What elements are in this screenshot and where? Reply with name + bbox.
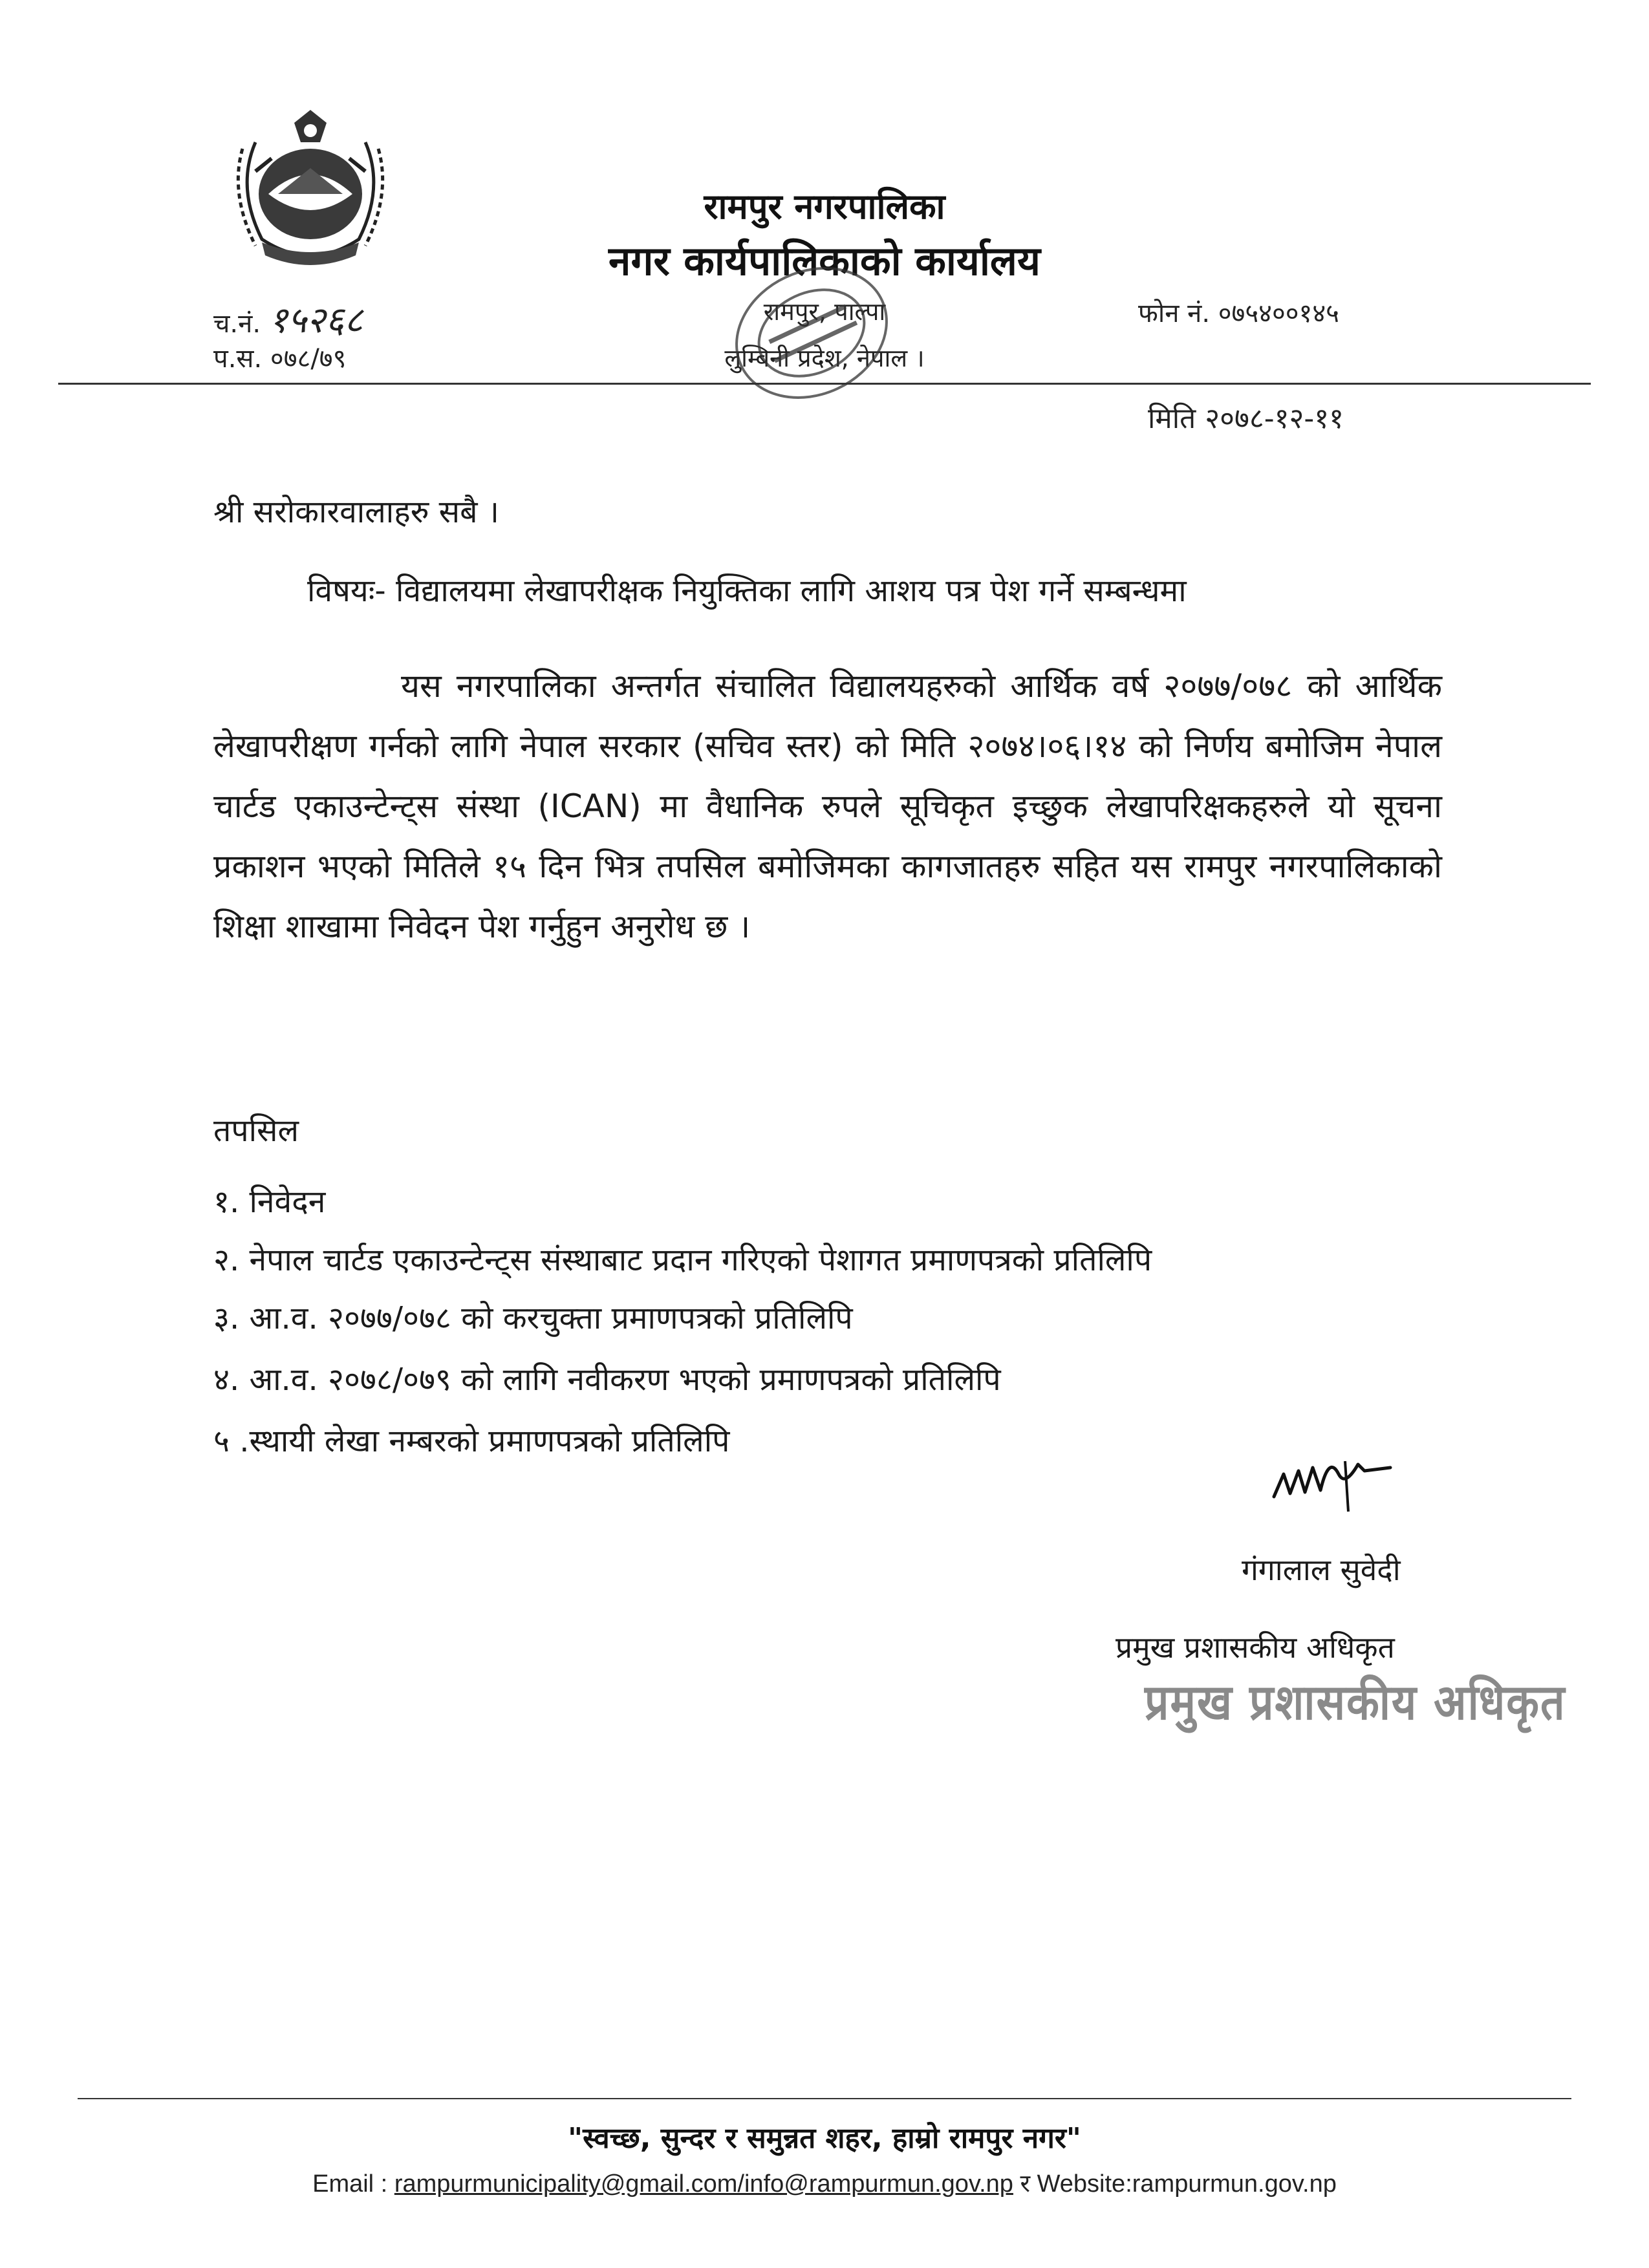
office-seal-icon: [705, 252, 918, 414]
email-link[interactable]: rampurmunicipality@gmail.com/info@rampurmun.gov.np: [394, 2170, 1013, 2198]
handwritten-signature-icon: [1267, 1435, 1397, 1513]
signatory-name: गंगालाल सुवेदी: [1242, 1552, 1401, 1587]
email-label: Email :: [312, 2170, 394, 2198]
attachments-heading: तपसिल: [213, 1113, 299, 1149]
signatory-title: प्रमुख प्रशासकीय अधिकृत: [1116, 1630, 1395, 1665]
list-item: ५ .स्थायी लेखा नम्बरको प्रमाणपत्रको प्रतिलिपि: [213, 1423, 730, 1459]
letter-body: यस नगरपालिका अन्तर्गत संचालित विद्यालयहरुको आर्थिक वर्ष २०७७/०७८ को आर्थिक लेखापरीक्षण गर्नको लागि नेपाल सरकार (सचिव स्तर) को मिति २०७४।०६।१४ को निर्णय बमोजिम नेपाल चार्टड एकाउन्टेन्ट्स संस्था (ICAN) मा वैधानिक रुपले सूचिकृत इच्छुक लेखापरिक्षकहरुले यो सूचना प्रकाशन भएको मितिले १५ दिन भित्र तपसिल बमोजिमका कागजातहरु सहित यस रामपुर नगरपालिकाको शिक्षा शाखामा निवेदन पेश गर्नुहुन अनुरोध छ ।: [213, 667, 1442, 945]
addressee: श्री सरोकारवालाहरु सबै ।: [213, 494, 499, 530]
municipality-name: रामपुर नगरपालिका: [704, 186, 945, 227]
subject-line: विषयः- विद्यालयमा लेखापरीक्षक नियुक्तिका लागि आशय पत्र पेश गर्ने सम्बन्धमा: [307, 573, 1187, 609]
list-item: २. नेपाल चार्टड एकाउन्टेन्ट्स संस्थाबाट प्रदान गरिएको पेशागत प्रमाणपत्रको प्रतिलिपि: [213, 1242, 1152, 1278]
list-item: १. निवेदन: [213, 1184, 326, 1220]
ref-number-line: [213, 294, 363, 343]
list-item: ४. आ.व. २०७८/०७९ को लागि नवीकरण भएको प्रमाणपत्रको प्रतिलिपि: [213, 1362, 1001, 1398]
phone-line: [1138, 294, 1339, 330]
fiscal-year: ०७८/७९: [270, 344, 347, 374]
website-link[interactable]: rampurmun.gov.np: [1132, 2170, 1337, 2198]
office-name: नगर कार्यपालिकाको कार्यालय: [609, 237, 1040, 284]
phone-label: फोन नं.: [1138, 299, 1211, 328]
phone-number: ०७५४००१४५: [1218, 299, 1339, 328]
address-line-1: रामपुर, पाल्पा: [763, 297, 886, 326]
footer-motto: "स्वच्छ, सुन्दर र समुन्नत शहर, हाम्रो रामपुर नगर": [568, 2122, 1081, 2155]
website-label: Website:: [1037, 2170, 1132, 2198]
fiscal-label: प.स.: [213, 344, 263, 374]
address-line-2: लुम्बिनी प्रदेश, नेपाल ।: [724, 344, 925, 372]
date-value: २०७८-१२-११: [1205, 402, 1344, 435]
fiscal-year-line: [213, 339, 346, 375]
ref-label: च.नं.: [213, 309, 261, 339]
footer-contact: [0, 2166, 1649, 2199]
designation-stamp: प्रमुख प्रशासकीय अधिकृत: [1145, 1673, 1566, 1731]
ref-number: १५२६८: [268, 299, 363, 341]
header-divider: [58, 383, 1591, 385]
date-line: [1148, 398, 1344, 436]
footer-divider: [78, 2098, 1571, 2099]
list-item: ३. आ.व. २०७७/०७८ को करचुक्ता प्रमाणपत्रको प्रतिलिपि: [213, 1300, 853, 1336]
conjunction: र: [1013, 2170, 1037, 2198]
date-label: मिति: [1148, 402, 1196, 435]
